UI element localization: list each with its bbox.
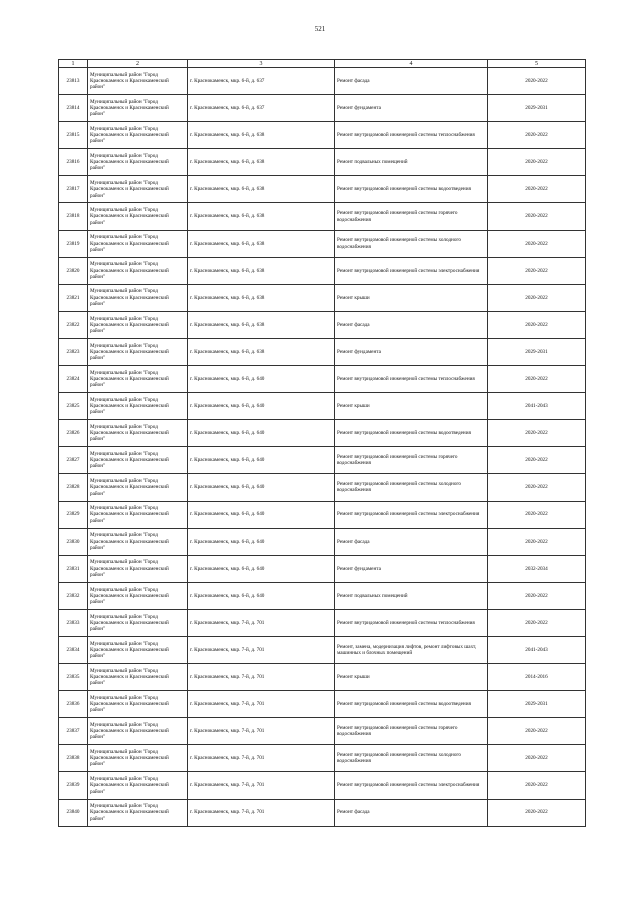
period-cell: 2020-2022 <box>488 582 586 609</box>
address-cell: г. Краснокаменск, мкр. 7-й, д. 701 <box>188 664 335 691</box>
municipality-cell: Муниципальный район "Город Краснокаменск и Краснокаменский район" <box>88 691 188 718</box>
municipality-cell: Муниципальный район "Город Краснокаменск и Краснокаменский район" <box>88 528 188 555</box>
table-row <box>59 664 586 691</box>
table-row <box>59 257 586 284</box>
repair-schedule-table <box>58 59 586 827</box>
period-cell: 2041-2043 <box>488 393 586 420</box>
period-cell: 2020-2022 <box>488 528 586 555</box>
period-cell: 2020-2022 <box>488 447 586 474</box>
row-number: 23829 <box>59 501 88 528</box>
period-cell: 2020-2022 <box>488 311 586 338</box>
municipality-cell: Муниципальный район "Город Краснокаменск и Краснокаменский район" <box>88 772 188 799</box>
period-cell: 2020-2022 <box>488 420 586 447</box>
row-number: 23820 <box>59 257 88 284</box>
address-cell: г. Краснокаменск, мкр. 7-й, д. 701 <box>188 772 335 799</box>
work-type-cell: Ремонт внутридомовой инженерной системы теплоснабжения <box>335 366 488 393</box>
address-cell: г. Краснокаменск, мкр. 6-й, д. 638 <box>188 257 335 284</box>
row-number: 23819 <box>59 230 88 257</box>
work-type-cell: Ремонт крыши <box>335 284 488 311</box>
address-cell: г. Краснокаменск, мкр. 6-й, д. 640 <box>188 420 335 447</box>
municipality-cell: Муниципальный район "Город Краснокаменск и Краснокаменский район" <box>88 68 188 95</box>
row-number: 23831 <box>59 555 88 582</box>
work-type-cell: Ремонт фундамента <box>335 555 488 582</box>
address-cell: г. Краснокаменск, мкр. 7-й, д. 701 <box>188 799 335 826</box>
row-number: 23832 <box>59 582 88 609</box>
municipality-cell: Муниципальный район "Город Краснокаменск и Краснокаменский район" <box>88 447 188 474</box>
municipality-cell: Муниципальный район "Город Краснокаменск и Краснокаменский район" <box>88 555 188 582</box>
column-header-4: 4 <box>335 60 488 68</box>
period-cell: 2032-2034 <box>488 555 586 582</box>
period-cell: 2020-2022 <box>488 474 586 501</box>
municipality-cell: Муниципальный район "Город Краснокаменск и Краснокаменский район" <box>88 501 188 528</box>
row-number: 23816 <box>59 149 88 176</box>
municipality-cell: Муниципальный район "Город Краснокаменск и Краснокаменский район" <box>88 203 188 230</box>
work-type-cell: Ремонт внутридомовой инженерной системы горячего водоснабжения <box>335 203 488 230</box>
municipality-cell: Муниципальный район "Город Краснокаменск и Краснокаменский район" <box>88 393 188 420</box>
row-number: 23814 <box>59 95 88 122</box>
address-cell: г. Краснокаменск, мкр. 6-й, д. 638 <box>188 122 335 149</box>
table-row <box>59 474 586 501</box>
municipality-cell: Муниципальный район "Город Краснокаменск и Краснокаменский район" <box>88 338 188 365</box>
table-row <box>59 366 586 393</box>
table-row <box>59 718 586 745</box>
row-number: 23818 <box>59 203 88 230</box>
table-body <box>59 68 586 827</box>
address-cell: г. Краснокаменск, мкр. 6-й, д. 638 <box>188 176 335 203</box>
address-cell: г. Краснокаменск, мкр. 6-й, д. 638 <box>188 284 335 311</box>
work-type-cell: Ремонт внутридомовой инженерной системы горячего водоснабжения <box>335 447 488 474</box>
period-cell: 2020-2022 <box>488 745 586 772</box>
municipality-cell: Муниципальный район "Город Краснокаменск и Краснокаменский район" <box>88 745 188 772</box>
table-header-row <box>59 60 586 68</box>
municipality-cell: Муниципальный район "Город Краснокаменск и Краснокаменский район" <box>88 230 188 257</box>
period-cell: 2029-2031 <box>488 691 586 718</box>
row-number: 23830 <box>59 528 88 555</box>
municipality-cell: Муниципальный район "Город Краснокаменск и Краснокаменский район" <box>88 284 188 311</box>
table-row <box>59 176 586 203</box>
address-cell: г. Краснокаменск, мкр. 6-й, д. 640 <box>188 528 335 555</box>
municipality-cell: Муниципальный район "Город Краснокаменск и Краснокаменский район" <box>88 176 188 203</box>
table-row <box>59 799 586 826</box>
period-cell: 2020-2022 <box>488 366 586 393</box>
municipality-cell: Муниципальный район "Город Краснокаменск и Краснокаменский район" <box>88 582 188 609</box>
table-row <box>59 311 586 338</box>
row-number: 23824 <box>59 366 88 393</box>
column-header-3: 3 <box>188 60 335 68</box>
address-cell: г. Краснокаменск, мкр. 6-й, д. 640 <box>188 474 335 501</box>
row-number: 23826 <box>59 420 88 447</box>
work-type-cell: Ремонт внутридомовой инженерной системы холодного водоснабжения <box>335 745 488 772</box>
work-type-cell: Ремонт внутридомовой инженерной системы теплоснабжения <box>335 122 488 149</box>
work-type-cell: Ремонт внутридомовой инженерной системы водоотведения <box>335 420 488 447</box>
address-cell: г. Краснокаменск, мкр. 6-й, д. 640 <box>188 447 335 474</box>
municipality-cell: Муниципальный район "Город Краснокаменск и Краснокаменский район" <box>88 664 188 691</box>
work-type-cell: Ремонт, замена, модернизация лифтов, ремонт лифтовых шахт, машинных и блочных помещений <box>335 636 488 663</box>
municipality-cell: Муниципальный район "Город Краснокаменск и Краснокаменский район" <box>88 149 188 176</box>
work-type-cell: Ремонт крыши <box>335 393 488 420</box>
period-cell: 2020-2022 <box>488 203 586 230</box>
row-number: 23836 <box>59 691 88 718</box>
period-cell: 2020-2022 <box>488 68 586 95</box>
period-cell: 2020-2022 <box>488 257 586 284</box>
period-cell: 2029-2031 <box>488 338 586 365</box>
work-type-cell: Ремонт подвальных помещений <box>335 149 488 176</box>
work-type-cell: Ремонт фундамента <box>335 338 488 365</box>
address-cell: г. Краснокаменск, мкр. 6-й, д. 638 <box>188 338 335 365</box>
period-cell: 2029-2031 <box>488 95 586 122</box>
work-type-cell: Ремонт внутридомовой инженерной системы горячего водоснабжения <box>335 718 488 745</box>
address-cell: г. Краснокаменск, мкр. 6-й, д. 637 <box>188 95 335 122</box>
period-cell: 2020-2022 <box>488 149 586 176</box>
row-number: 23835 <box>59 664 88 691</box>
period-cell: 2020-2022 <box>488 609 586 636</box>
row-number: 23834 <box>59 636 88 663</box>
municipality-cell: Муниципальный район "Город Краснокаменск и Краснокаменский район" <box>88 420 188 447</box>
address-cell: г. Краснокаменск, мкр. 7-й, д. 701 <box>188 718 335 745</box>
row-number: 23825 <box>59 393 88 420</box>
work-type-cell: Ремонт фасада <box>335 68 488 95</box>
table-row <box>59 555 586 582</box>
address-cell: г. Краснокаменск, мкр. 7-й, д. 701 <box>188 745 335 772</box>
address-cell: г. Краснокаменск, мкр. 7-й, д. 701 <box>188 636 335 663</box>
period-cell: 2020-2022 <box>488 772 586 799</box>
row-number: 23813 <box>59 68 88 95</box>
work-type-cell: Ремонт фасада <box>335 311 488 338</box>
column-header-2: 2 <box>88 60 188 68</box>
municipality-cell: Муниципальный район "Город Краснокаменск и Краснокаменский район" <box>88 636 188 663</box>
table-row <box>59 393 586 420</box>
address-cell: г. Краснокаменск, мкр. 7-й, д. 701 <box>188 691 335 718</box>
table-row <box>59 284 586 311</box>
municipality-cell: Муниципальный район "Город Краснокаменск и Краснокаменский район" <box>88 609 188 636</box>
municipality-cell: Муниципальный район "Город Краснокаменск и Краснокаменский район" <box>88 799 188 826</box>
page-number: 521 <box>314 25 326 33</box>
table-row <box>59 68 586 95</box>
column-header-5: 5 <box>488 60 586 68</box>
row-number: 23838 <box>59 745 88 772</box>
period-cell: 2020-2022 <box>488 230 586 257</box>
table-row <box>59 95 586 122</box>
work-type-cell: Ремонт внутридомовой инженерной системы холодного водоснабжения <box>335 230 488 257</box>
table-row <box>59 203 586 230</box>
row-number: 23821 <box>59 284 88 311</box>
municipality-cell: Муниципальный район "Город Краснокаменск и Краснокаменский район" <box>88 718 188 745</box>
period-cell: 2020-2022 <box>488 501 586 528</box>
period-cell: 2041-2043 <box>488 636 586 663</box>
column-header-1: 1 <box>59 60 88 68</box>
table-row <box>59 230 586 257</box>
period-cell: 2020-2022 <box>488 718 586 745</box>
work-type-cell: Ремонт внутридомовой инженерной системы водоотведения <box>335 691 488 718</box>
row-number: 23839 <box>59 772 88 799</box>
address-cell: г. Краснокаменск, мкр. 6-й, д. 640 <box>188 366 335 393</box>
municipality-cell: Муниципальный район "Город Краснокаменск и Краснокаменский район" <box>88 474 188 501</box>
work-type-cell: Ремонт фундамента <box>335 95 488 122</box>
table-row <box>59 772 586 799</box>
municipality-cell: Муниципальный район "Город Краснокаменск и Краснокаменский район" <box>88 366 188 393</box>
period-cell: 2020-2022 <box>488 799 586 826</box>
address-cell: г. Краснокаменск, мкр. 6-й, д. 638 <box>188 230 335 257</box>
address-cell: г. Краснокаменск, мкр. 6-й, д. 640 <box>188 501 335 528</box>
row-number: 23828 <box>59 474 88 501</box>
work-type-cell: Ремонт подвальных помещений <box>335 582 488 609</box>
row-number: 23837 <box>59 718 88 745</box>
address-cell: г. Краснокаменск, мкр. 7-й, д. 701 <box>188 609 335 636</box>
work-type-cell: Ремонт внутридомовой инженерной системы электроснабжения <box>335 257 488 284</box>
table-row <box>59 636 586 663</box>
work-type-cell: Ремонт внутридомовой инженерной системы водоотведения <box>335 176 488 203</box>
address-cell: г. Краснокаменск, мкр. 6-й, д. 638 <box>188 149 335 176</box>
work-type-cell: Ремонт внутридомовой инженерной системы холодного водоснабжения <box>335 474 488 501</box>
table-row <box>59 501 586 528</box>
address-cell: г. Краснокаменск, мкр. 6-й, д. 637 <box>188 68 335 95</box>
table-row <box>59 745 586 772</box>
row-number: 23833 <box>59 609 88 636</box>
table-row <box>59 691 586 718</box>
municipality-cell: Муниципальный район "Город Краснокаменск и Краснокаменский район" <box>88 257 188 284</box>
municipality-cell: Муниципальный район "Город Краснокаменск и Краснокаменский район" <box>88 122 188 149</box>
work-type-cell: Ремонт внутридомовой инженерной системы теплоснабжения <box>335 609 488 636</box>
address-cell: г. Краснокаменск, мкр. 6-й, д. 640 <box>188 555 335 582</box>
work-type-cell: Ремонт внутридомовой инженерной системы электроснабжения <box>335 772 488 799</box>
table-row <box>59 122 586 149</box>
municipality-cell: Муниципальный район "Город Краснокаменск и Краснокаменский район" <box>88 95 188 122</box>
period-cell: 2020-2022 <box>488 284 586 311</box>
row-number: 23823 <box>59 338 88 365</box>
work-type-cell: Ремонт крыши <box>335 664 488 691</box>
table-row <box>59 609 586 636</box>
row-number: 23827 <box>59 447 88 474</box>
period-cell: 2014-2016 <box>488 664 586 691</box>
table-row <box>59 582 586 609</box>
row-number: 23840 <box>59 799 88 826</box>
work-type-cell: Ремонт внутридомовой инженерной системы электроснабжения <box>335 501 488 528</box>
address-cell: г. Краснокаменск, мкр. 6-й, д. 640 <box>188 393 335 420</box>
table-row <box>59 528 586 555</box>
period-cell: 2020-2022 <box>488 122 586 149</box>
address-cell: г. Краснокаменск, мкр. 6-й, д. 640 <box>188 582 335 609</box>
row-number: 23817 <box>59 176 88 203</box>
work-type-cell: Ремонт фасада <box>335 528 488 555</box>
period-cell: 2020-2022 <box>488 176 586 203</box>
row-number: 23815 <box>59 122 88 149</box>
table-row <box>59 149 586 176</box>
municipality-cell: Муниципальный район "Город Краснокаменск и Краснокаменский район" <box>88 311 188 338</box>
address-cell: г. Краснокаменск, мкр. 6-й, д. 638 <box>188 203 335 230</box>
table-row <box>59 420 586 447</box>
work-type-cell: Ремонт фасада <box>335 799 488 826</box>
table-row <box>59 447 586 474</box>
row-number: 23822 <box>59 311 88 338</box>
address-cell: г. Краснокаменск, мкр. 6-й, д. 638 <box>188 311 335 338</box>
table-row <box>59 338 586 365</box>
